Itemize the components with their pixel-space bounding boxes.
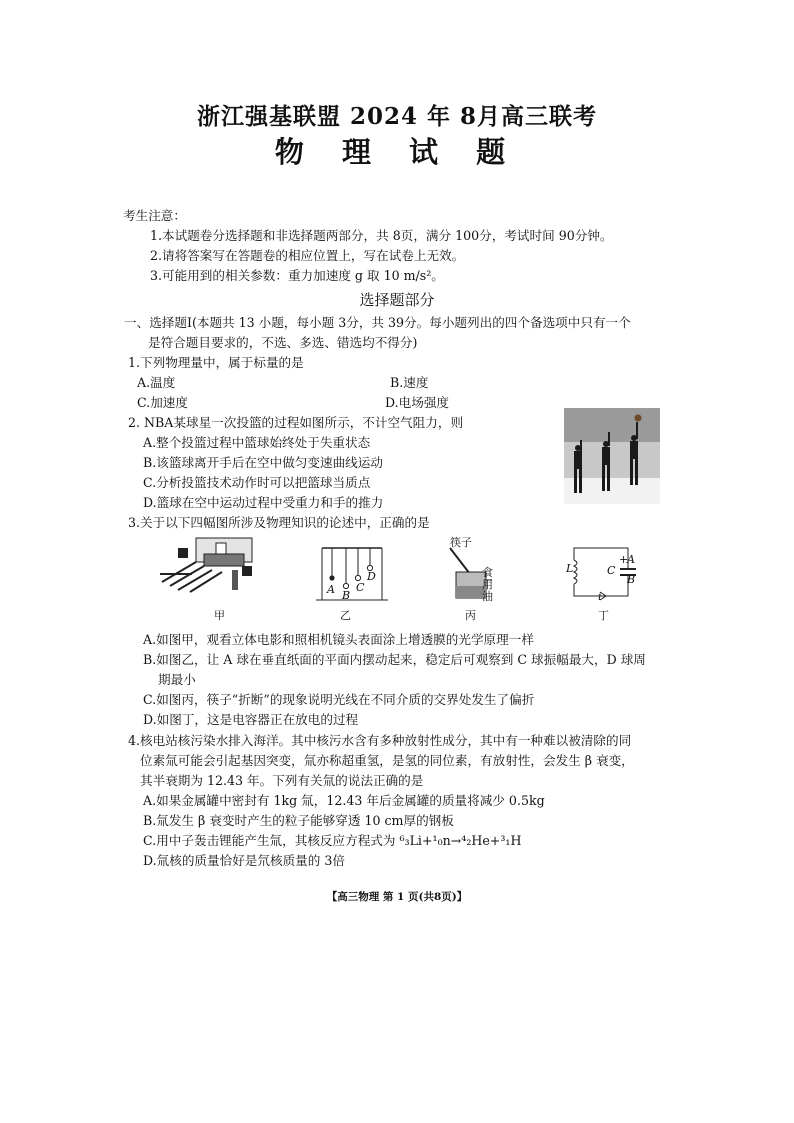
plate-plus: + bbox=[619, 553, 629, 566]
pendulum-label-c: C bbox=[356, 581, 365, 594]
notice-item-1: 1.本试题卷分选择题和非选择题两部分，共 8页，满分 100分，考试时间 90分钟。 bbox=[150, 228, 613, 243]
q2-option-a: A.整个投篮过程中篮球始终处于失重状态 bbox=[143, 435, 371, 450]
plate-minus: − bbox=[619, 569, 629, 582]
notice-heading: 考生注意： bbox=[123, 208, 186, 223]
notice-item-3: 3.可能用到的相关参数：重力加速度 g 取 10 m/s²。 bbox=[150, 268, 444, 283]
q1-option-a: A.温度 bbox=[137, 375, 176, 390]
plate-b-label: B bbox=[627, 573, 636, 586]
part1-line2: 是符合题目要求的，不选、多选、错选均不得分) bbox=[148, 335, 418, 350]
q2-option-c: C.分析投篮技术动作时可以把篮球当质点 bbox=[143, 475, 371, 490]
pendulum-label-a: A bbox=[327, 583, 335, 596]
q2-option-d: D.篮球在空中运动过程中受重力和手的推力 bbox=[143, 495, 384, 510]
q1-option-b: B.速度 bbox=[390, 375, 429, 390]
section-title: 选择题部分 bbox=[359, 291, 435, 309]
figure-ding-label: 丁 bbox=[598, 609, 609, 622]
q2-option-b: B.该篮球离开手后在空中做匀变速曲线运动 bbox=[143, 455, 383, 470]
q4-option-b: B.氚发生 β 衰变时产生的粒子能够穿透 10 cm厚的钢板 bbox=[143, 813, 454, 828]
inductor-label: L bbox=[566, 562, 574, 575]
pendulum-label-b: B bbox=[342, 589, 351, 602]
figure-bing-label: 丙 bbox=[465, 609, 476, 622]
notice-item-2: 2.请将答案写在答题卷的相应位置上，写在试卷上无效。 bbox=[150, 248, 465, 263]
pendulum-label-d: D bbox=[367, 570, 376, 583]
figure-yi-pendulums bbox=[314, 544, 388, 604]
q1-stem: 1.下列物理量中，属于标量的是 bbox=[128, 355, 304, 370]
q3-option-c: C.如图丙，筷子“折断”的现象说明光线在不同介质的交界处发生了偏折 bbox=[143, 692, 535, 707]
q3-option-b-line2: 期最小 bbox=[158, 672, 196, 687]
q1-option-d: D.电场强度 bbox=[385, 395, 450, 410]
q3-option-a: A.如图甲，观看立体电影和照相机镜头表面涂上增透膜的光学原理一样 bbox=[143, 632, 534, 647]
part1-line1: 一、选择题Ⅰ(本题共 13 小题，每小题 3分，共 39分。每小题列出的四个备选项中只有一个 bbox=[124, 315, 631, 330]
q3-option-b-line1: B.如图乙，让 A 球在垂直纸面的平面内摆动起来，稳定后可观察到 C 球振幅最大，D 球周 bbox=[143, 652, 646, 667]
q4-line2: 位素氚可能会引起基因突变，氚亦称超重氢，是氢的同位素，有放射性，会发生 β 衰变， bbox=[140, 753, 634, 768]
q1-option-c: C.加速度 bbox=[137, 395, 188, 410]
chopsticks-label: 筷子 bbox=[450, 536, 472, 549]
exam-title: 浙江强基联盟 2024 年 8月高三联考 bbox=[196, 103, 598, 130]
q4-option-d: D.氚核的质量恰好是氘核质量的 3倍 bbox=[143, 853, 345, 868]
q4-option-a: A.如果金属罐中密封有 1kg 氚，12.43 年后金属罐的质量将减少 0.5kg bbox=[143, 793, 545, 808]
q4-option-c: C.用中子轰击锂能产生氚，其核反应方程式为 ⁶₃Li+¹₀n→⁴₂He+³₁H bbox=[143, 833, 522, 848]
exam-subtitle: 物 理 试 题 bbox=[274, 135, 520, 169]
q3-stem: 3.关于以下四幅图所涉及物理知识的论述中，正确的是 bbox=[128, 515, 430, 530]
q2-stem: 2. NBA某球星一次投篮的过程如图所示，不计空气阻力，则 bbox=[128, 415, 464, 430]
figure-yi-label: 乙 bbox=[340, 609, 351, 622]
oil-label-3: 油 bbox=[482, 590, 493, 603]
q4-line1: 4.核电站核污染水排入海洋。其中核污水含有多种放射性成分，其中有一种难以被清除的同 bbox=[128, 733, 632, 748]
q4-line3: 其半衰期为 12.43 年。下列有关氚的说法正确的是 bbox=[140, 773, 424, 788]
figure-jia-projector bbox=[156, 534, 266, 596]
plate-a-label: A bbox=[627, 553, 635, 566]
basketball-shot-figure bbox=[564, 408, 660, 504]
q3-option-d: D.如图丁，这是电容器正在放电的过程 bbox=[143, 712, 359, 727]
oil-label-1: 食 bbox=[482, 566, 493, 579]
capacitor-label: C bbox=[607, 564, 616, 577]
current-label: i bbox=[598, 590, 602, 603]
page-footer: 【高三物理 第 1 页(共8页)】 bbox=[326, 891, 468, 903]
oil-label-2: 用 bbox=[482, 578, 493, 591]
figure-jia-label: 甲 bbox=[214, 609, 225, 622]
figure-ding-lc-circuit bbox=[564, 542, 644, 602]
